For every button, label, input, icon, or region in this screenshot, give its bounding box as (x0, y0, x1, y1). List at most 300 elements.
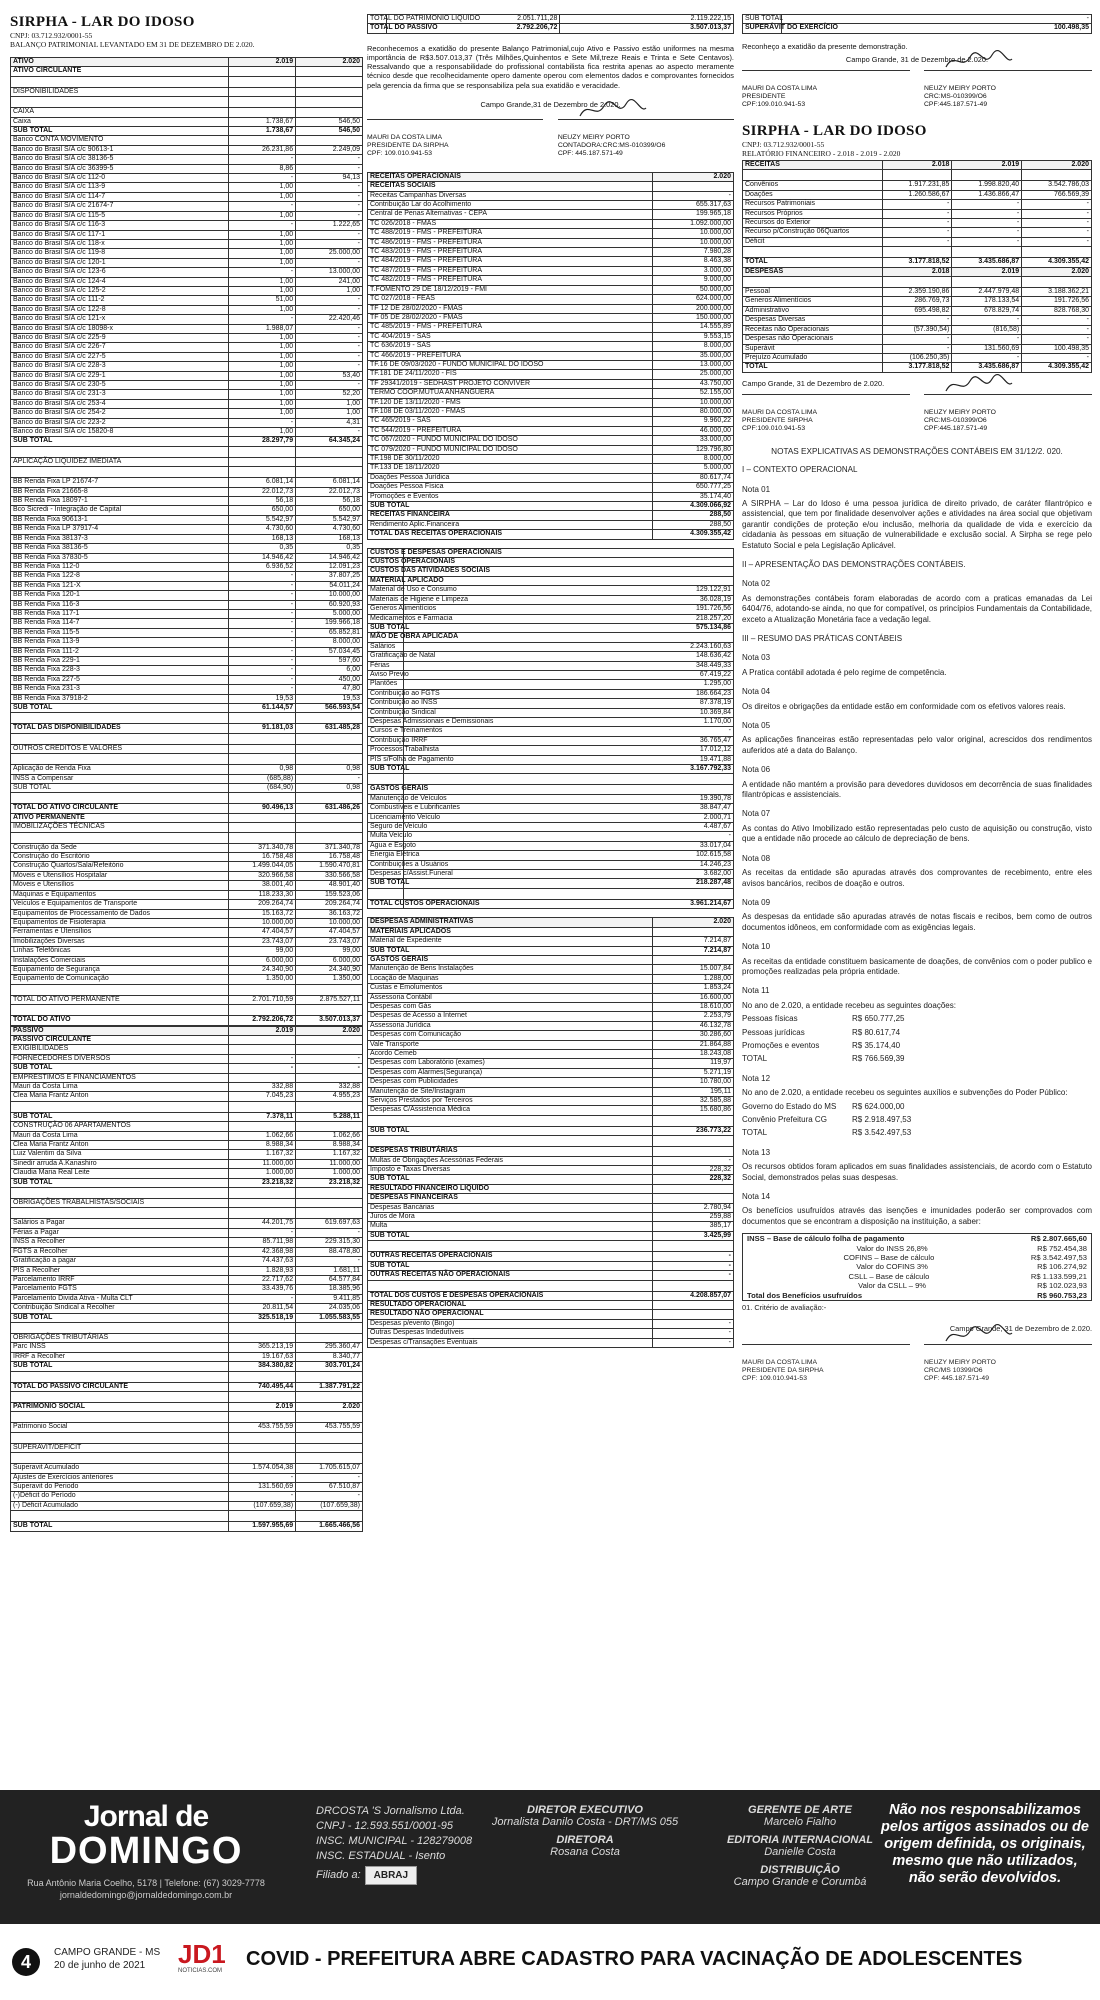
table-row: Banco do Brasil S/A c/c 117-1 1,00 - (11, 230, 363, 239)
table-row: BB Renda Fixa 112-0 6.936,52 12.091,23 (11, 562, 363, 571)
table-row: Férias a Pagar - - (11, 1228, 363, 1237)
table-row: TC 486/2019 - FMS - PREFEITURA 10.000,00 (368, 238, 734, 247)
table-row (11, 1432, 363, 1443)
balance-sheet-column (10, 14, 363, 1782)
table-row: PASSIVO CIRCULANTE (11, 1035, 363, 1044)
benefit-row: Valor do COFINS 3% R$ 106.274,92 (856, 1262, 1087, 1272)
table-row: Mauri da Costa Lima 332,88 332,88 (11, 1083, 363, 1092)
table-row: Férias 348.449,33 (368, 661, 734, 670)
table-row: Banco do Brasil S/A c/c 113-9 1,00 - (11, 183, 363, 192)
table-row: Superavit Acumulado 1.574.054,38 1.705.615,07 (11, 1464, 363, 1473)
table-row: TOTAL DO ATIVO 2.792.206,72 3.507.013,37 (11, 1016, 363, 1025)
table-row: Material de Expediente 7.214,87 (368, 937, 734, 946)
table-row: Combustíveis e Lubrificantes 38.847,47 (368, 804, 734, 813)
table-row: Móveis e Utensílios 38.001,40 48.901,40 (11, 881, 363, 890)
table-row: TF.198 DE 30/11/2020 8.000,00 (368, 455, 734, 464)
org-title: SIRPHA - LAR DO IDOSO (10, 14, 195, 30)
table-row: Banco do Brasil S/A c/c 119-8 1,00 25.000,00 (11, 249, 363, 258)
table-row: BB Renda Fixa 18097-1 56,18 56,18 (11, 497, 363, 506)
table-row (368, 1136, 734, 1147)
table-row: Doações Pessoa Jurídica 80.617,74 (368, 473, 734, 482)
benefits-table (742, 1233, 1092, 1301)
table-row: Sinedir arruda A.Kanashiro 11.000,00 11.000,00 (11, 1159, 363, 1168)
table-row: Locação de Maquinas 1.288,00 (368, 974, 734, 983)
table-row: Banco do Brasil S/A c/c 231-3 1,00 52,20 (11, 390, 363, 399)
table-row: Mauri da Costa Lima 1.062,66 1.062,66 (11, 1131, 363, 1140)
table-row: BB Renda Fixa 229-1 - 597,60 (11, 656, 363, 665)
table-row: SUPERAVIT/DEFICIT (11, 1443, 363, 1452)
table-row: Despesas com Alarmes(Segurança) 5.271,19 (368, 1068, 734, 1077)
table-row: Parc INSS 365.213,19 295.360,47 (11, 1343, 363, 1352)
table-row: (-) Déficit Acumulado (107.659,38) (107.659,38) (11, 1501, 363, 1510)
table-row: Outras Despesas Indedutíveis - (368, 1329, 734, 1338)
table-row: Parcelamento Divida Ativa - Multa CLT - 9.411,85 (11, 1294, 363, 1303)
table-row: Prejuízo Acumulado (106.250,35) - - (743, 353, 1092, 362)
signature-scribble-icon (578, 98, 648, 122)
table-row: TC 488/2019 - FMS - PREFEITURA 10.000,00 (368, 229, 734, 238)
table-row: TC 465/2019 - SAS 9.960,22 (368, 417, 734, 426)
table-row: Banco do Brasil S/A c/c 118-x 1,00 - (11, 239, 363, 248)
table-row (11, 467, 363, 478)
edition-info: CAMPO GRANDE - MS 20 de junho de 2021 (54, 1947, 161, 1971)
table-row: Parcelamento FGTS 33.439,76 18.385,96 (11, 1285, 363, 1294)
table-row: Material de Uso e Consumo 129.122,91 (368, 586, 734, 595)
financial-report-table: RECEITAS 2.018 2.019 2.020 Convênios 1.917.231,85 1.998.820,40 3.542.786,03 Doações 1.260.586,67 1.436.866,47 766.569,39 Recursos Patrimoniais - - - Recursos Próprios - - - Recursos do Exterior - - - Recurso p/Construção 06Quartos - - - Déficit - - - TOTAL 3.177.818,52 3.435.686,87 4.309.355,42 DESPESAS 2.018 2.019 2.020 Pessoal 2.359.190,86 2.447.979,48 3.188.362,21 Generos Alimentícios 286.769,73 178.133,54 191.726,56 Administrativo 695.498,82 678.829,74 828.768,30 Despesas Diversas - - - Receitas não Operacionais (57.390,54) (816,58) - Despesas não Operacionais - - - Superávit - 131.560,69 100.498,35 Prejuízo Acumulado (106.250,35) - - TOTAL 3.177.818,52 3.435.686,87 4.309.355,42 (742, 160, 1092, 373)
table-row: Despesas com Laboratório (exames) 119,97 (368, 1059, 734, 1068)
table-row: BB Renda Fixa 228-3 - 6,00 (11, 666, 363, 675)
table-row (368, 1241, 734, 1252)
table-row: TC 027/2018 - FEAS 624.000,00 (368, 295, 734, 304)
table-row: SUB TOTAL - (743, 15, 1092, 24)
table-row: DESPESAS TRIBUTÁRIAS (368, 1147, 734, 1156)
table-row: CUSTOS E DESPESAS OPERACIONAIS (368, 548, 734, 557)
directors-info: DIRETOR EXECUTIVO Jornalista Danilo Costa - DRT/MS 055 DIRETORA Rosana Costa (491, 1804, 679, 1858)
table-row: Linhas Telefônicas 99,00 99,00 (11, 947, 363, 956)
table-row: Caixa 1.738,67 546,50 (11, 117, 363, 126)
table-row: Contribuição Sindical a Recolher 20.811,54 24.035,06 (11, 1304, 363, 1313)
table-row: TOTAL DAS RECEITAS OPERACIONAIS 4.309.355,42 (368, 530, 734, 539)
table-row: Veículos e Equipamentos de Transporte 209.264,74 209.264,74 (11, 900, 363, 909)
table-row: Recursos Patrimoniais - - - (743, 200, 1092, 209)
abraji-logo: ABRAJ (365, 1866, 417, 1885)
table-row: TF.120 DE 13/11/2020 - FMS 10.000,00 (368, 398, 734, 407)
table-row: TF.133 DE 18/11/2020 5.000,00 (368, 464, 734, 473)
headline-link[interactable]: COVID - PREFEITURA ABRE CADASTRO PARA VACINAÇÃO DE ADOLESCENTES (246, 1948, 1023, 1970)
table-row: Gratificação a pagar 74.437,63 - (11, 1257, 363, 1266)
table-row: RESULTADO NÃO OPERACIONAL (368, 1310, 734, 1319)
table-row: Contribuição Lar do Acolhimento 655.317,63 (368, 201, 734, 210)
table-row: Despesas c/Transações Eventuais - (368, 1338, 734, 1347)
table-row: SUB TOTAL 3.167.792,33 (368, 765, 734, 774)
table-row: OUTRAS RECEITAS OPERACIONAIS - (368, 1252, 734, 1261)
table-row: TC 079/2020 - FUNDO MUNICIPAL DO IDOSO 129.796,80 (368, 445, 734, 454)
table-row: TOTAL 3.177.818,52 3.435.686,87 4.309.355,42 (743, 363, 1092, 372)
table-row: Equipamentos de Processamento de Dados 15.163,72 36.163,72 (11, 909, 363, 918)
table-row: INSS a Compensar (685,88) - (11, 774, 363, 783)
table-row: OUTRAS RECEITAS NÃO OPERACIONAIS - (368, 1271, 734, 1280)
table-row: Patrimonio Social 453.755,59 453.755,59 (11, 1423, 363, 1432)
table-row: RECEITAS SOCIAIS (368, 182, 734, 191)
table-row: Custas e Emolumentos 1.853,24 (368, 984, 734, 993)
table-row: BB Renda Fixa 21665-8 22.012,73 22.012,73 (11, 487, 363, 496)
table-row: Recursos do Exterior - - - (743, 219, 1092, 228)
table-row: RESULTADO OPERACIONAL (368, 1300, 734, 1309)
table-row: Clea Maria Frantz Anton 7.045,23 4.955,23 (11, 1092, 363, 1101)
table-row: SUB TOTAL (684,90) 0,98 (11, 784, 363, 793)
table-row: Administrativo 695.498,82 678.829,74 828.768,30 (743, 306, 1092, 315)
table-row: Banco CONTA MOVIMENTO (11, 136, 363, 145)
table-row: TOTAL DO PATRIMONIO LIQUIDO 2.051.711,28 2.119.222,15 (368, 15, 734, 24)
table-row: BB Renda Fixa 115-5 - 65.852,81 (11, 628, 363, 637)
table-row: SUPERÁVIT DO EXERCÍCIO 100.498,35 (743, 24, 1092, 33)
criterio: 01. Critério de avaliação:- (742, 1303, 827, 1313)
table-row: SUB TOTAL 3.425,99 (368, 1231, 734, 1240)
table-row (11, 1391, 363, 1402)
table-row: Despesas não Operacionais - - - (743, 335, 1092, 344)
table-row: Manutenção de Bens Instalações 15.007,84 (368, 965, 734, 974)
table-row: Generos Alimentícios 191.726,56 (368, 605, 734, 614)
table-row: Banco do Brasil S/A c/c 21674-7 - - (11, 202, 363, 211)
table-row: Banco do Brasil S/A c/c 115-5 1,00 - (11, 211, 363, 220)
equity-totals-table (367, 14, 734, 34)
signature-left: MAURI DA COSTA LIMA PRESIDENTE DA SIRPHA CPF: 109.010.941-53 (367, 119, 543, 158)
staff-info: GERENTE DE ARTE Marcelo Fialho EDITORIA INTERNACIONAL Danielle Costa DISTRIBUIÇÃO Campo Grande e Corumbá (726, 1804, 874, 1888)
table-row: Despesas com Comunicação 30.286,60 (368, 1031, 734, 1040)
table-row: Salários 2.243.160,63 (368, 642, 734, 651)
table-row: TOTAL CUSTOS OPERACIONAIS 3.961.214,67 (368, 899, 734, 908)
table-row: BB Renda Fixa LP 37917-4 4.730,60 4.730,60 (11, 525, 363, 534)
table-row: Despesas Diversas - - - (743, 316, 1092, 325)
table-row: TC 067/2020 - FUNDO MUNICIPAL DO IDOSO 33.000,00 (368, 436, 734, 445)
table-row: Banco do Brasil S/A c/c 18098-x 1.988,07 - (11, 324, 363, 333)
table-row: TF.181 DE 24/11/2020 - FIS 25.000,00 (368, 370, 734, 379)
table-row: Gratificação de Natal 148.636,42 (368, 652, 734, 661)
table-row: Contribuição ao INSS 87.378,19 (368, 699, 734, 708)
table-row (11, 1208, 363, 1219)
table-row: Seguro de Veículo 4.487,67 (368, 823, 734, 832)
table-row: CUSTOS DAS ATIVIDADES SOCIAIS (368, 567, 734, 576)
table-row: OBRIGAÇÕES TRIBUTÁRIAS (11, 1333, 363, 1342)
custos-table (367, 548, 734, 910)
table-row: Banco do Brasil S/A c/c 38136-5 - - (11, 155, 363, 164)
liability-rows (11, 1035, 363, 1531)
table-row: TOTAL DO PASSIVO 2.792.206,72 3.507.013,37 (368, 24, 734, 33)
explanatory-notes: NOTAS EXPLICATIVAS AS DEMONSTRAÇÕES CONTÁBEIS EM 31/12/2. 020. I – CONTEXTO OPERACIONAL Nota 01 A SIRPHA – Lar do Idoso é uma pessoa jurídica de direito privado, de caráter filantrópico e assistencial, que tem por finalidade desenvolver ações e atividades na área social que objetivam garantir condições de proteção e/ou inclusão, melhoria da qualidade de vida e exercício da cidadania às pessoas em situação de vulnerabilidade e exclusão social. A Sirpha se rege pelo Estatuto Social e pela Legislação Aplicável. II – APRESENTAÇÃO DAS DEMONSTRAÇÕES CONTÁBEIS. Nota 02 As demonstrações contábeis foram elaboradas de acordo com a praticas emanadas da Lei 6404/76, adotando-se ainda, no que for compatível, os princípios Fundamentais da Contabilidade, exceto a Atualização Monetária face a vedação legal. III – RESUMO DAS PRÁTICAS CONTÁBEIS Nota 03 A Pratica contábil adotada é pelo regime de competência. Nota 04 Os direitos e obrigações da entidade estão em conformidade com os efetivos valores reais. Nota 05 As aplicações financeiras estão representadas pelo valor original, acrescidos dos rendimentos auferidos até a data do Balanço. Nota 06 A entidade não mantém a provisão para devedores duvidosos em decorrência de suas finalidades filantrópicas e assistenciais. Nota 07 As contas do Ativo Imobilizado estão representadas pelo custo de aquisição ou construção, visto que a entidade não procede ao cálculo de depreciação de bens. Nota 08 As receitas da entidade são apuradas através dos comprovantes de recebimento, entre eles avisos bancários, recibos de doação e outros. Nota 09 As despesas da entidade são apuradas através de notas fiscais e recibos, bem como de outros documentos idôneos, em conformidade com as exigências legais. Nota 10 As receitas da entidade constituem basicamente de doações, de convênios com o poder publico e promoções realizadas pela própria entidade. Nota 11 No ano de 2.020, a entidade recebeu as seguintes doações: Pessoas físicas R$ 650.777,25 Pessoas jurídicas R$ 80.617,74 Promoções e eventos R$ 35.174,40 TOTAL R$ 766.569,39 Nota 12 No ano de 2.020, a entidade recebeu os seguintes auxílios e subvenções do Poder Público: Governo do Estado do MS R$ 624.000,00 Convênio Prefeitura CG R$ 2.918.497,53 TOTAL R$ 3.542.497,53 Nota 13 Os recursos obtidos foram aplicados em suas finalidades assistenciais, de acordo com o Estatuto Social, demonstrados pelas suas despesas. Nota 14 Os benefícios usufruídos através das isenções e imunidades poderão ser comprovados com documentos que se encontram a disposição na instituição, a saber: INSS – Base de cálculo folha de pagamento R$ 2.807.665,60 Valor do INSS 26,8% R$ 752.454,38 COFINS – Base de cálculo R$ 3.542.497,53 Valor do COFINS 3% R$ 106.274,92 CSLL – Base de cálculo R$ 1.133.599,21 Valor da CSLL – 9% R$ 102.023,93 Total dos Benefícios usufruídos R$ 960.753,23 01. Critério de avaliação:- Campo Grande, 31 de Dezembro de 2.020. MAURI DA COSTA LIMA PRESIDENTE DA SIRPHA CPF: 109.010.941-53 NEUZY MEIRY PORTO CRC/MS 10399/O6 CPF: 445.187.571-49 (742, 446, 1092, 1382)
table-row: BB Renda Fixa 90613-1 5.542,97 5.542,97 (11, 515, 363, 524)
table-row: Processos Trabalhista 17.012,12 (368, 746, 734, 755)
liability-table (10, 1026, 363, 1532)
receitas-table (367, 172, 734, 540)
balance-header (10, 14, 363, 49)
org-cnpj: CNPJ: 03.712.932/0001-55 (10, 31, 93, 40)
table-row: Assessoria Contábil 16.600,00 (368, 993, 734, 1002)
table-row: Banco do Brasil S/A c/c 125-2 1,00 1,00 (11, 286, 363, 295)
table-row: Salários a Pagar 44.201,75 619.697,63 (11, 1219, 363, 1228)
signature-scribble-icon (944, 373, 1014, 397)
table-row: BB Renda Fixa 37918-2 19,53 19,53 (11, 694, 363, 703)
table-row: Central de Penas Alternativas - CEPA 199.965,18 (368, 210, 734, 219)
table-row: Pessoal 2.359.190,86 2.447.979,48 3.188.362,21 (743, 288, 1092, 297)
table-row: Plantões 1.295,00 (368, 680, 734, 689)
table-row: Despesas de Acesso a Internet 2.253,79 (368, 1012, 734, 1021)
admin-expenses-table (367, 917, 734, 1348)
table-row: BB Renda Fixa 227-5 - 450,00 (11, 675, 363, 684)
newspaper-masthead-footer (0, 1790, 1100, 1924)
col3-date-3: Campo Grande, 31 de Dezembro de 2.020. (949, 1323, 1092, 1333)
table-row: TC 483/2019 - FMS - PREFEITURA 7.980,28 (368, 248, 734, 257)
table-row (743, 247, 1092, 258)
table-row: Contribuição ao FGTS 186.664,23 (368, 689, 734, 698)
table-row: Despesas c/Assist.Funeral 3.682,00 (368, 870, 734, 879)
table-row: MATERIAL APLICADO (368, 576, 734, 585)
table-row: Contribuições a Usuários 14.246,23 (368, 860, 734, 869)
table-row: ATIVO CIRCULANTE (11, 67, 363, 76)
table-row: RECEITAS FINANCEIRA 288,50 (368, 511, 734, 520)
table-row: Recursos Próprios - - - (743, 209, 1092, 218)
asset-header-row: ATIVO 2.019 2.020 (11, 58, 363, 67)
table-row: TOTAL DO ATIVO PERMANENTE 2.701.710,59 2.875.527,11 (11, 995, 363, 1004)
table-row: Aviso Previo 67.419,22 (368, 670, 734, 679)
table-row: TF.108 DE 03/11/2020 - FMAS 80.000,00 (368, 407, 734, 416)
table-row: Construção do Escritório 16.758,48 16.758,48 (11, 853, 363, 862)
table-row: SUB TOTAL 4.309.066,92 (368, 502, 734, 511)
table-row: TF 05 DE 28/02/2020 - FMAS 150.000,00 (368, 313, 734, 322)
table-row: Construção da Sede 371.340,78 371.340,78 (11, 843, 363, 852)
date-line: Campo Grande,31 de Dezembro de 2.020. (480, 99, 621, 109)
table-row: BB Renda Fixa 114-7 - 199.966,18 (11, 619, 363, 628)
table-row: TOTAL DOS CUSTOS E DESPESAS OPERACIONAIS 4.208.857,07 (368, 1291, 734, 1300)
table-row: TF 29341/2019 - SEDHAST PROJETO CONVIVER 43.750,00 (368, 379, 734, 388)
table-row: FORNECEDORES DIVERSOS - - (11, 1054, 363, 1063)
table-row: CONSTRUÇÃO 06 APARTAMENTOS (11, 1122, 363, 1131)
table-row: Banco do Brasil S/A c/c 230-5 1,00 - (11, 381, 363, 390)
table-row: TF 12 DE 28/02/2020 - FMAS 200.000,00 (368, 304, 734, 313)
table-row: TC 482/2019 - FMS - PREFEITURA 9.000,00 (368, 276, 734, 285)
table-row: Doações 1.260.586,67 1.436.866,47 766.569,39 (743, 190, 1092, 199)
table-row: SUB TOTAL 1.597.955,69 1.665.466,56 (11, 1522, 363, 1531)
col3-date-2: Campo Grande, 31 de Dezembro de 2.020. (742, 378, 885, 388)
table-row: Acordo Cemeb 18.243,08 (368, 1049, 734, 1058)
table-row: Instalações Comerciais 6.000,00 6.000,00 (11, 956, 363, 965)
table-row: Banco do Brasil S/A c/c 123-6 - 13.000,00 (11, 268, 363, 277)
table-row: TF.16 DE 09/03/2020 - FUNDO MUNICIPAL DO IDOSO 13.000,00 (368, 360, 734, 369)
table-row: INSS a Recolher 85.711,98 229.315,30 (11, 1238, 363, 1247)
table-row (743, 277, 1092, 288)
table-row: BB Renda Fixa 38137-3 168,13 168,13 (11, 534, 363, 543)
table-row: TC 484/2019 - FMS - PREFEITURA 8.463,38 (368, 257, 734, 266)
table-row: Manutenção de Veículos 19.390,78 (368, 794, 734, 803)
table-row: BB Renda Fixa 116-3 - 60.920,93 (11, 600, 363, 609)
table-row: Banco do Brasil S/A c/c 121-x - 22.420,46 (11, 315, 363, 324)
table-row: Cursos e Treinamentos - (368, 727, 734, 736)
table-row: Despesas com Publicidades 10.780,00 (368, 1078, 734, 1087)
table-row: Juros de Mora 259,88 (368, 1213, 734, 1222)
table-row: SUB TOTAL 228,32 (368, 1175, 734, 1184)
table-row: FGTS a Recolher 42.368,98 88.478,80 (11, 1247, 363, 1256)
table-row: Banco do Brasil S/A c/c 114-7 1,00 - (11, 192, 363, 201)
table-row: GASTOS GERAIS (368, 785, 734, 794)
table-row: Banco do Brasil S/A c/c 229-1 1,00 53,40 (11, 371, 363, 380)
table-row: Claudia Maria Real Leite 1.000,00 1.000,00 (11, 1169, 363, 1178)
signature-scribble-icon (944, 49, 1014, 73)
table-row: TC 404/2019 - SAS 9.553,15 (368, 332, 734, 341)
table-row: SUB TOTAL 7.378,11 5.288,11 (11, 1112, 363, 1121)
table-row: IMOBILIZAÇÕES TÉCNICAS (11, 823, 363, 832)
table-row: TC 026/2018 - FMAS 1.092.000,00 (368, 219, 734, 228)
jornal-de-domingo-logo: Jornal de DOMINGO Rua Antônio Maria Coelho, 5178 | Telefone: (67) 3029-7778 jornaldedomingo@jornaldedomingo.com.br (27, 1800, 265, 1900)
table-row: CAIXA (11, 108, 363, 117)
table-row: TC 636/2019 - SAS 8.000,00 (368, 342, 734, 351)
table-row: Despesas com Gás 18.610,00 (368, 1002, 734, 1011)
table-row: T.FOMENTO 29 DE 18/12/2019 - FMI 50.000,00 (368, 285, 734, 294)
table-row: Generos Alimentícios 286.769,73 178.133,54 191.726,56 (743, 297, 1092, 306)
balance-subtitle: BALANÇO PATRIMONIAL LEVANTADO EM 31 DE DEZEMBRO DE 2.020. (10, 40, 255, 49)
table-row: Despesas Bancárias 2.780,94 (368, 1203, 734, 1212)
table-row: SUB TOTAL - - (11, 1064, 363, 1073)
table-row: Receitas não Operacionais (57.390,54) (816,58) - (743, 325, 1092, 334)
table-row: PATRIMONIO SOCIAL 2.019 2.020 (11, 1402, 363, 1411)
table-row (11, 754, 363, 765)
table-row (11, 446, 363, 457)
table-row (11, 1322, 363, 1333)
col3-signatures-3: MAURI DA COSTA LIMA PRESIDENTE DA SIRPHA CPF: 109.010.941-53 NEUZY MEIRY PORTO CRC/MS 10399/O6 CPF: 445.187.571-49 (742, 1344, 1092, 1383)
table-row: Banco do Brasil S/A c/c 116-3 - 1.222,65 (11, 221, 363, 230)
col3-date-1: Campo Grande, 31 de Dezembro de 2.020. (845, 55, 989, 65)
table-row: OBRIGAÇÕES TRABALHISTAS/SOCIAIS (11, 1199, 363, 1208)
asset-table (10, 57, 363, 1026)
table-row (11, 1101, 363, 1112)
benefit-row: Valor do INSS 26,8% R$ 752.454,38 (856, 1243, 1087, 1253)
table-row: Doações Pessoa Física 650.777,25 (368, 483, 734, 492)
surplus-table (742, 14, 1092, 34)
table-row: SUB TOTAL 218.287,48 (368, 879, 734, 888)
table-row: Medicamentos e Farmacia 218.257,20 (368, 614, 734, 623)
table-row: Superávit - 131.560,69 100.498,35 (743, 344, 1092, 353)
table-row: MÃO DE OBRA APLICADA (368, 633, 734, 642)
table-row: Banco do Brasil S/A c/c 124-4 1,00 241,00 (11, 277, 363, 286)
table-row: Recurso p/Construção 06Quartos - - - (743, 228, 1092, 237)
table-row: Banco do Brasil S/A c/c 112-0 - 94,13 (11, 174, 363, 183)
table-row: Multa 385,17 (368, 1222, 734, 1231)
table-row: SUB TOTAL - (368, 1261, 734, 1270)
page-number: 4 (12, 1948, 40, 1976)
table-row: Contribuição Sindical 10.369,84 (368, 708, 734, 717)
table-row: Móveis e Utensílios Hospitalar 320.966,58 330.566,58 (11, 871, 363, 880)
table-row: EMPRESTIMOS E FINANCIAMENTOS (11, 1073, 363, 1082)
asset-rows (11, 67, 363, 1025)
table-row: BB Renda Fixa 117-1 - 5.000,00 (11, 609, 363, 618)
table-row: Equipamentos de Fisioterapia 10.000,00 10.000,00 (11, 918, 363, 927)
table-row: Banco do Brasil S/A c/c 253-4 1,00 1,00 (11, 399, 363, 408)
table-row: Vale Transporte 21.864,88 (368, 1040, 734, 1049)
table-row: TOTAL DO PASSIVO CIRCULANTE 740.495,44 1.387.791,22 (11, 1382, 363, 1391)
table-row: Rendimento Aplic.Financeira 288,50 (368, 520, 734, 529)
table-row: BB Renda Fixa LP 21674-7 6.081,14 6.081,14 (11, 478, 363, 487)
table-row: Banco do Brasil S/A c/c 225-9 1,00 - (11, 333, 363, 342)
table-row (368, 1280, 734, 1291)
table-row: EXIGIBILIDADES (11, 1045, 363, 1054)
recognition-paragraph: Reconhecemos a exatidão do presente Balanço Patrimonial,cujo Ativo e Passivo estão uniformes na mesma importância de R$3.507.013,37 (Três Milhões,Quinhentos e Sete Mil,treze Reais e Trinta e Sete Centavos). Ressalvando que a responsabilidade do profissional contabilista fica restrita apenas ao aspecto meramente técnico desde que recolhecidamente opero damente operou com elementos dados e comprovantes fornecidos pela gerencia da firma que se responsabiliza pela sua exatidão e veracidade. (367, 43, 734, 90)
table-row: TOTAL DAS DISPONIBILIDADES 91.181,03 631.485,28 (11, 724, 363, 733)
table-row: Máquinas e Equipamentos 118.233,30 159.523,06 (11, 890, 363, 899)
table-row: SUB TOTAL 384.380,82 303.701,24 (11, 1362, 363, 1371)
table-row: Despesas C/Assistencia Médica 15.680,86 (368, 1106, 734, 1115)
table-row: SUB TOTAL 325.518,19 1.055.583,55 (11, 1313, 363, 1322)
table-row: BB Renda Fixa 111-2 - 57.034,45 (11, 647, 363, 656)
col3-recognition: Reconheço a exatidão da presente demonstração. (742, 41, 908, 51)
liability-header-row: PASSIVO 2.019 2.020 (11, 1026, 363, 1035)
table-row: DISPONIBILIDADES (11, 87, 363, 96)
table-row: Multa Veículo - (368, 832, 734, 841)
table-row (11, 97, 363, 108)
benefit-row: Total dos Benefícios usufruídos R$ 960.753,23 (747, 1290, 1087, 1300)
table-row: DESPESAS 2.018 2.019 2.020 (743, 267, 1092, 276)
table-row: Banco do Brasil S/A c/c 111-2 51,00 - (11, 296, 363, 305)
table-row: Banco do Brasil S/A c/c 90613-1 26.231,86 2.249,09 (11, 145, 363, 154)
table-row: OUTROS CREDITOS E VALORES (11, 744, 363, 753)
financial-report-column (742, 14, 1092, 1782)
table-row: TC 466/2019 - PREFEITURA 35.000,00 (368, 351, 734, 360)
table-row: Assessoria Jurídica 46.132,78 (368, 1021, 734, 1030)
table-row: TOTAL 3.177.818,52 3.435.686,87 4.309.355,42 (743, 258, 1092, 267)
table-row (11, 1412, 363, 1423)
jd1-logo: JD1 (178, 1939, 226, 1969)
table-row (11, 984, 363, 995)
table-row: BB Renda Fixa 122-8 - 37.807,25 (11, 572, 363, 581)
table-row: Banco do Brasil S/A c/c 228-3 1,00 - (11, 362, 363, 371)
table-row: DESPESAS FINANCEIRAS (368, 1194, 734, 1203)
table-row (11, 832, 363, 843)
table-row: Ferramentas e Utensílios 47.404,57 47.404,57 (11, 928, 363, 937)
table-row: Contribuição IRRF 36.765,47 (368, 736, 734, 745)
benefit-row: COFINS – Base de cálculo R$ 3.542.497,53 (843, 1253, 1087, 1263)
table-row (11, 1188, 363, 1199)
table-row: Bco Sicredi - Integração de Capital 650,00 650,00 (11, 506, 363, 515)
table-row: SUB TOTAL 236.773,22 (368, 1126, 734, 1135)
table-row (11, 713, 363, 724)
table-row: BB Renda Fixa 121-X - 54.011,24 (11, 581, 363, 590)
table-row: Promoções e Eventos 35.174,40 (368, 492, 734, 501)
jd1-logo-sub: NOTICIAS.COM (178, 1968, 223, 1974)
table-row: Imposto e Taxas Diversas 228,32 (368, 1166, 734, 1175)
table-row: Banco do Brasil S/A c/c 227-5 1,00 - (11, 352, 363, 361)
table-row: Clea Maria Frantz Anton 8.988,34 8.988,34 (11, 1141, 363, 1150)
table-row: Serviços Prestados por Terceiros 32.585,88 (368, 1097, 734, 1106)
table-row (11, 76, 363, 87)
table-row (11, 1511, 363, 1522)
table-row: MATERIAIS APLICADOS (368, 927, 734, 936)
table-row: ATIVO PERMANENTE (11, 813, 363, 822)
table-row: TC 544/2019 - PREFEITURA 46.000,00 (368, 426, 734, 435)
disclaimer: Não nos responsabilizamos pelos artigos assinados ou de origem definida, os originais, mesmo que não utilizados, não serão devolvidos. (881, 1802, 1089, 1886)
table-row: Banco do Brasil S/A c/c 254-2 1,00 1,00 (11, 409, 363, 418)
table-row: PIS s/Folha de Pagamento 19.471,88 (368, 755, 734, 764)
table-row: Convênios 1.917.231,85 1.998.820,40 3.542.786,03 (743, 181, 1092, 190)
table-row: PIS a Recolher 1.828,93 1.681,11 (11, 1266, 363, 1275)
table-row: Luiz Valentim da Silva 1.167,32 1.167,32 (11, 1150, 363, 1159)
table-row: CUSTOS OPERACIONAIS (368, 558, 734, 567)
signature-right: NEUZY MEIRY PORTO CONTADORA:CRC:MS-010399/O6 CPF: 445.187.571-49 (558, 119, 734, 158)
benefit-row: CSLL – Base de cálculo R$ 1.133.599,21 (848, 1271, 1087, 1281)
table-row (11, 1453, 363, 1464)
table-row: Receitas Campanhas Diversas - (368, 191, 734, 200)
company-info: DRCOSTA 'S Jornalismo Ltda. CNPJ - 12.593.551/0001-95 INSC. MUNICIPAL - 128279008 INSC. ESTADUAL - Isento Filiado a: ABRAJ (316, 1804, 472, 1885)
signatures (367, 119, 734, 158)
table-row: Banco do Brasil S/A c/c 122-8 1,00 - (11, 305, 363, 314)
col3-signatures-1: MAURI DA COSTA LIMA PRESIDENTE CPF:109.010.941-53 NEUZY MEIRY PORTO CRC:MS-010399/O6 CPF:445.187.571-49 (742, 70, 1092, 109)
table-row: BB Renda Fixa 120-1 - 10.000,00 (11, 591, 363, 600)
bottom-bar (0, 1924, 1100, 2000)
